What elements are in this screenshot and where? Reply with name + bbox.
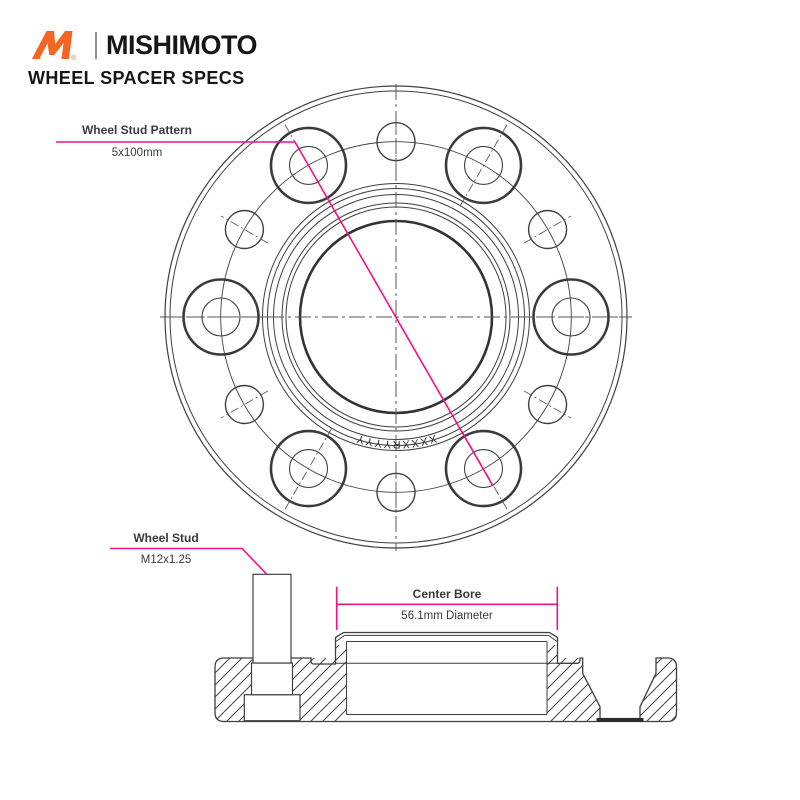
stud-knurl — [252, 663, 293, 695]
hub-bore-detail-lines — [336, 635, 557, 714]
stud-pattern-label: Wheel Stud Pattern — [81, 123, 192, 137]
engraving-text: XXXXRYYYY — [354, 431, 438, 451]
stud-pattern-value: 5x100mm — [111, 147, 163, 159]
brand-name: MISHIMOTO — [106, 29, 258, 60]
stud-base — [244, 695, 300, 721]
wheel-stud-value: M12x1.25 — [140, 554, 192, 566]
registered-mark: ® — [71, 55, 77, 62]
center-bore-value: 56.1mm Diameter — [401, 610, 493, 622]
center-bore-label: Center Bore — [412, 587, 482, 601]
page-title: WHEEL SPACER SPECS — [28, 68, 245, 88]
stud-shaft — [253, 574, 291, 663]
lug-seat — [597, 718, 644, 722]
wheel-stud — [244, 574, 300, 720]
wheel-stud-label: Wheel Stud — [133, 531, 199, 545]
